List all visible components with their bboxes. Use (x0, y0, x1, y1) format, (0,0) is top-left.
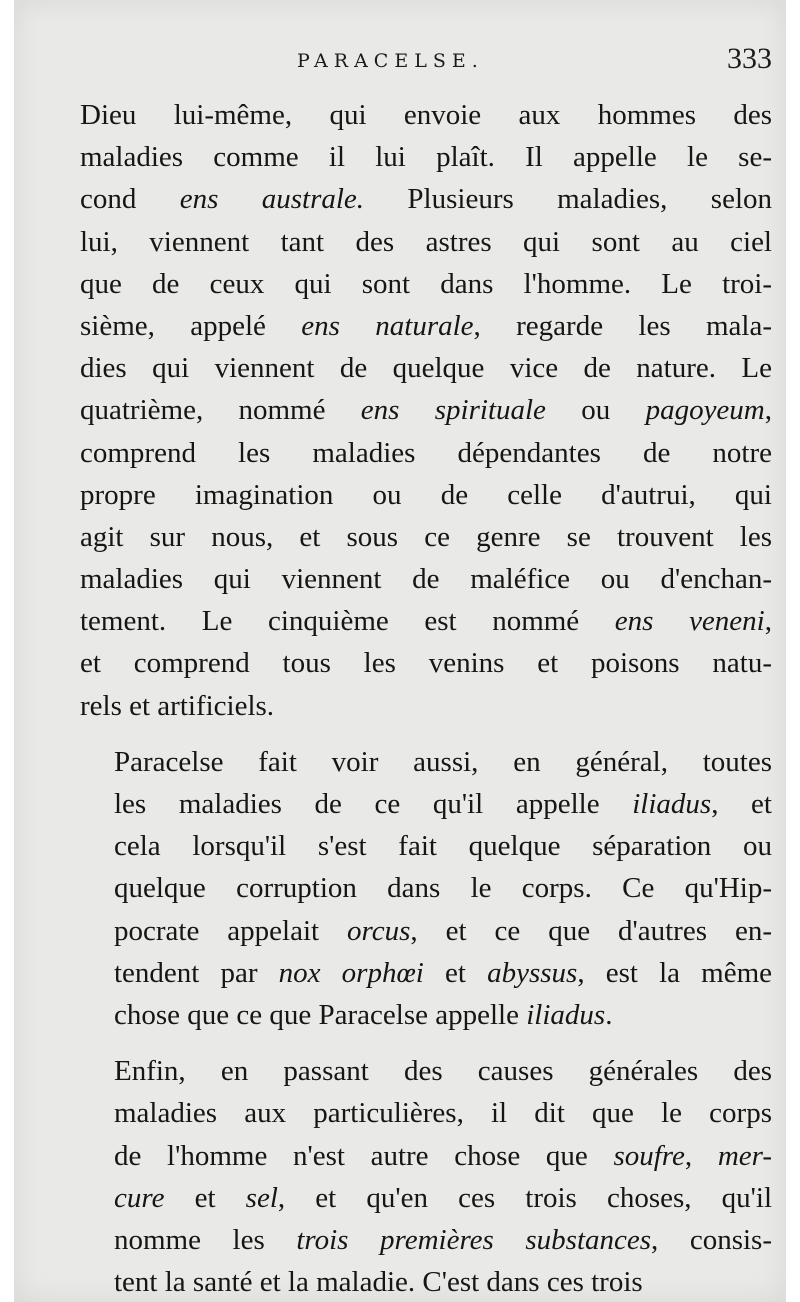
text-run: rels et artificiels. (80, 689, 275, 722)
text-line (80, 432, 772, 474)
text-run: propre imagination ou de celle d'autrui, qui (80, 478, 772, 511)
text-line (80, 1177, 772, 1219)
text-run: dies qui viennent de quelque vice de nature. Le (80, 352, 772, 385)
body-text (80, 94, 772, 1302)
text-run: Dieu lui-même, qui envoie aux hommes des (80, 99, 772, 131)
text-run: que de ceux qui sont dans l'homme. Le troi- (80, 267, 772, 300)
text-run: , regarde les mala- (473, 309, 772, 342)
text-run: maladies comme il lui plaît. Il appelle le se- (80, 141, 772, 174)
text-run: chose que ce que Paracelse appelle (114, 998, 527, 1031)
text-run: et (423, 956, 488, 989)
text-line (80, 1261, 772, 1302)
text-run: tent la santé et la maladie. C'est dans ces trois (114, 1266, 643, 1299)
running-title: PARACELSE. (297, 50, 484, 72)
text-run: quelque corruption dans le corps. Ce qu'Hip- (114, 872, 772, 905)
text-line (80, 994, 772, 1036)
italic-term: ens australe. (179, 183, 365, 216)
text-run: quatrième, nommé (80, 394, 361, 427)
text-run: Plusieurs maladies, selon (364, 183, 773, 216)
text-run: les maladies de ce qu'il appelle (114, 788, 633, 820)
text-line (80, 952, 772, 994)
text-line (80, 347, 772, 389)
italic-term: trois premières substances (296, 1223, 652, 1256)
text-line (80, 783, 772, 825)
text-run: sième, appelé (80, 309, 302, 342)
text-run: , consis- (651, 1223, 772, 1256)
text-line (80, 1050, 772, 1092)
text-run: maladies qui viennent de maléfice ou d'enchan- (80, 563, 772, 596)
text-line (80, 558, 772, 600)
italic-term: orcus (347, 914, 411, 947)
text-line (80, 263, 772, 305)
text-line (80, 389, 772, 431)
italic-term: nox orphœi (278, 956, 424, 989)
text-run: , et (711, 788, 772, 820)
italic-term: ens spirituale (360, 394, 546, 427)
text-run: et comprend tous les venins et poisons natu- (80, 647, 772, 680)
text-line (80, 1219, 772, 1261)
text-line (80, 642, 772, 684)
text-line (80, 685, 772, 727)
italic-term: iliadus (632, 788, 712, 820)
text-run: , et ce que d'autres en- (410, 914, 772, 947)
text-run: , est la même (577, 956, 772, 989)
text-line (80, 1135, 772, 1177)
running-header (0, 44, 800, 84)
text-run: nomme les (114, 1223, 297, 1256)
text-run: comprend les maladies dépendantes de notre (80, 436, 772, 469)
text-line (80, 867, 772, 909)
text-line (80, 516, 772, 558)
text-line (80, 825, 772, 867)
italic-term: mer- (717, 1139, 773, 1172)
text-run: maladies aux particulières, il dit que le corps (114, 1097, 772, 1130)
text-line (80, 178, 772, 220)
text-run: de l'homme n'est autre chose que (114, 1139, 614, 1172)
text-line (80, 741, 772, 783)
page-number: 333 (727, 42, 772, 75)
text-run: lui, viennent tant des astres qui sont au ciel (80, 225, 772, 258)
italic-term: ens naturale (301, 309, 474, 342)
text-run: et (164, 1181, 246, 1214)
italic-term: pagoyeum (645, 394, 765, 427)
text-run: agit sur nous, et sous ce genre se trouvent les (80, 520, 772, 553)
text-line (80, 136, 772, 178)
text-run: Enfin, en passant des causes générales des (114, 1055, 772, 1088)
text-run: Paracelse fait voir aussi, en général, toutes (114, 745, 772, 778)
text-run: tement. Le cinquième est nommé (80, 605, 615, 638)
paragraph-2 (80, 741, 772, 1036)
text-line (80, 1092, 772, 1134)
text-run: cela lorsqu'il s'est fait quelque séparation ou (114, 830, 772, 863)
text-run: . (605, 998, 613, 1031)
text-run: tendent par (114, 956, 279, 989)
text-line (80, 221, 772, 263)
text-run: , (764, 605, 772, 638)
text-run: , (684, 1139, 718, 1172)
text-run: pocrate appelait (114, 914, 348, 947)
text-run: ou (545, 394, 646, 427)
text-line (80, 305, 772, 347)
italic-term: abyssus (487, 956, 578, 989)
text-run: , (764, 394, 772, 427)
text-line (80, 910, 772, 952)
text-line (80, 94, 772, 136)
text-run: cond (80, 183, 180, 216)
text-line (80, 600, 772, 642)
italic-term: ens veneni (614, 605, 765, 638)
paragraph-1 (80, 94, 772, 727)
text-run: , et qu'en ces trois choses, qu'il (277, 1181, 772, 1214)
italic-term: cure (114, 1181, 165, 1214)
text-line (80, 474, 772, 516)
paragraph-3 (80, 1050, 772, 1302)
italic-term: soufre (613, 1139, 685, 1172)
italic-term: iliadus (526, 998, 606, 1031)
italic-term: sel (245, 1181, 278, 1214)
